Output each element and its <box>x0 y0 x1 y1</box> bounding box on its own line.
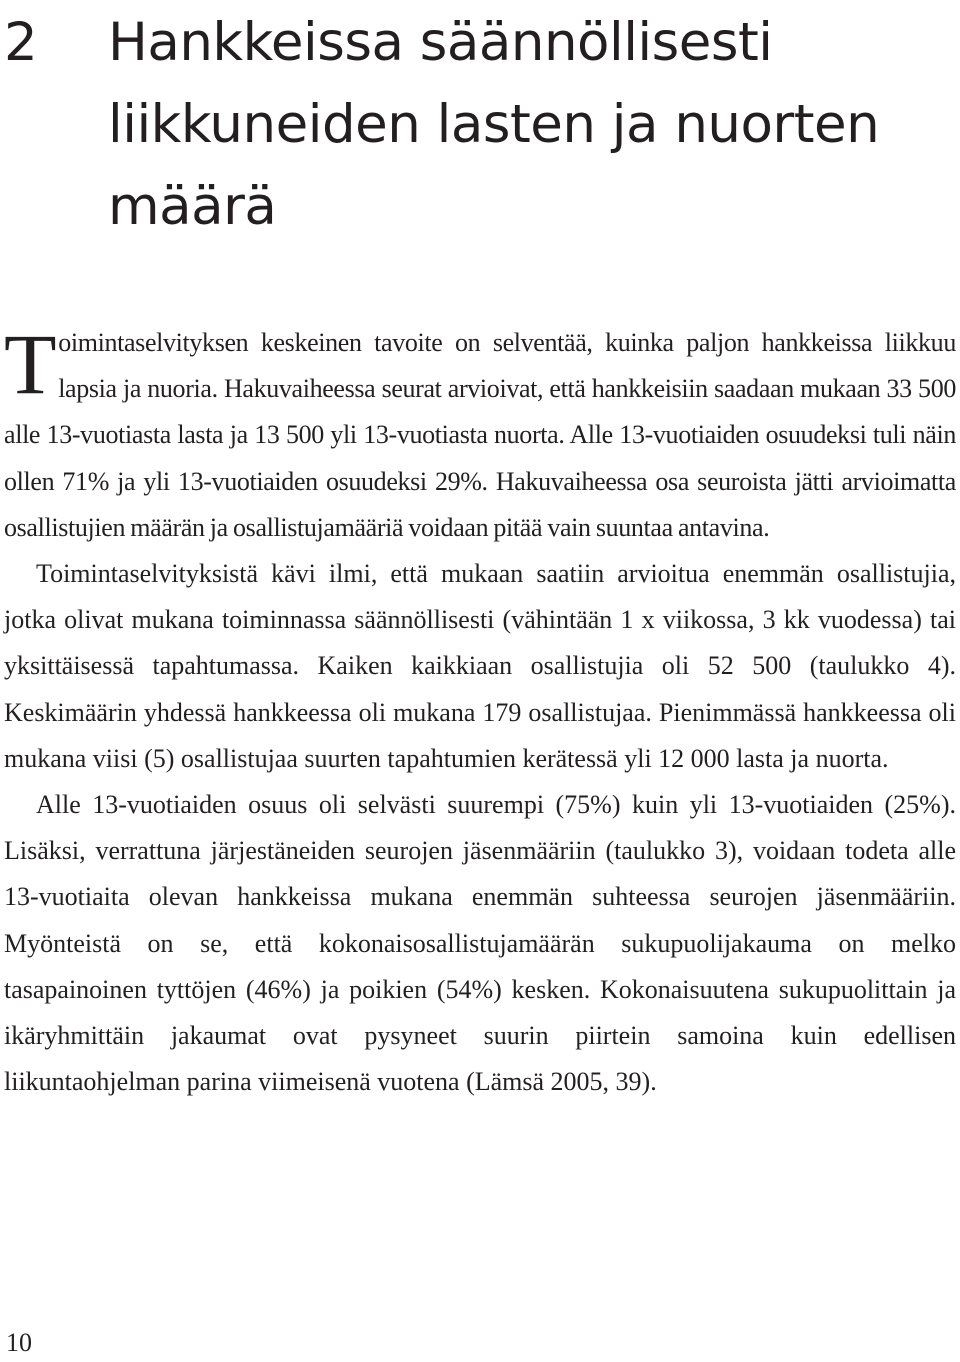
drop-cap: T <box>4 316 57 412</box>
paragraph-age-gender: Alle 13-vuotiaiden osuus oli selvästi suurempi (75%) kuin yli 13-vuotiaiden (25%). Lisäksi, verrattuna järjestäneiden seurojen jäsenmääriin (taulukko 3), voidaan todeta alle 13-vuotiaita olevan hankkeissa mukana enemmän suhteessa seurojen jäsenmääriin. Myönteistä on se, että kokonaisosallistujamäärän sukupuolijakauma on melko tasapainoinen tyttöjen (46%) ja poikien (54%) kesken. Kokonaisuutena sukupuolittain ja ikäryhmittäin jakaumat ovat pysyneet suurin piirtein samoina kuin edellisen liikuntaohjelman parina viimeisenä vuotena (Lämsä 2005, 39). <box>4 790 956 1097</box>
chapter-title: Hankkeissa säännöllisesti liikkuneiden lasten ja nuorten määrä <box>108 12 880 237</box>
page-number: 10 <box>6 1328 32 1357</box>
paragraph-participants: Toimintaselvityksistä kävi ilmi, että mukaan saatiin arvioitua enemmän osallistujia, jotka olivat mukana toiminnassa säännöllisesti (vähintään 1 x viikossa, 3 kk vuodessa) tai yksittäisessä tapahtumassa. Kaiken kaikkiaan osallistujia oli 52 500 (taulukko 4). Keskimäärin yhdessä hankkeessa oli mukana 179 osallistujaa. Pienimmässä hankkeessa oli mukana viisi (5) osallistujaa suurten tapahtumien kerätessä yli 12 000 lasta ja nuorta. <box>4 559 956 773</box>
paragraph-intro-text: oimintaselvityksen keskeinen tavoite on selventää, kuinka paljon hankkeissa liikkuu lapsia ja nuoria. Hakuvaiheessa seurat arvioivat, että hankkeisiin saadaan mukaan 33 500 alle 13-vuotiasta lasta ja 13 500 yli 13-vuotiasta nuorta. Alle 13-vuotiaiden osuudeksi tuli näin ollen 71% ja yli 13-vuotiaiden osuudeksi 29%. Hakuvaiheessa osa seuroista jätti arvioimatta osallistujien määrän ja osallistujamääriä voidaan pitää vain suuntaa antavina. <box>4 328 956 542</box>
body-text <box>4 316 956 1105</box>
chapter-heading <box>4 2 954 248</box>
paragraph-intro <box>4 316 956 551</box>
chapter-number: 2 <box>4 12 38 73</box>
